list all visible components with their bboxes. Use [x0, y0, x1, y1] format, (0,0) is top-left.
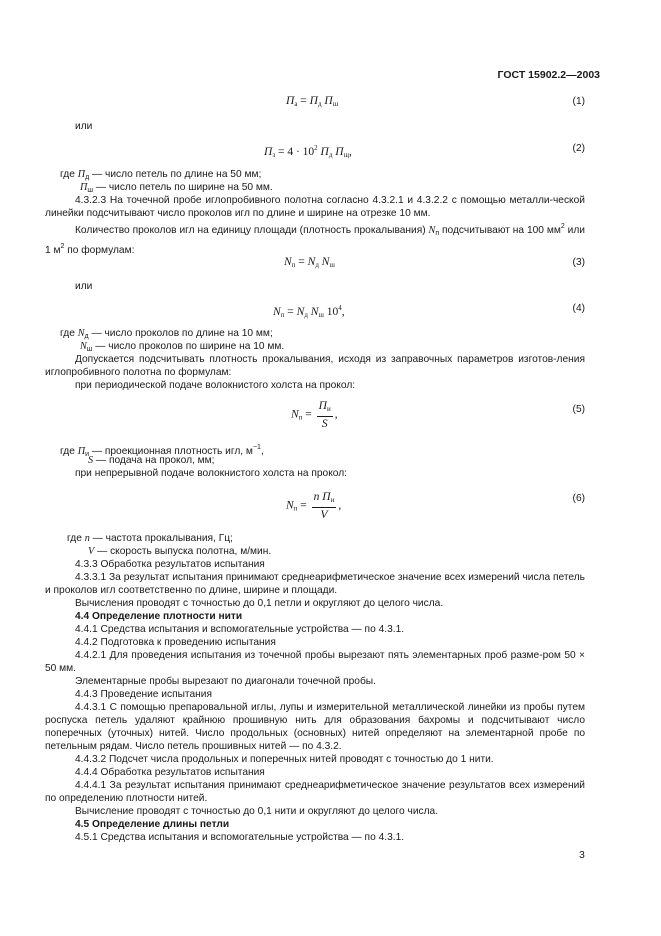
formula-2-tail: , — [348, 146, 352, 158]
paragraph-needle-count — [45, 220, 585, 257]
paragraph: 4.5.1 Средства испытания и вспомогательные устройства — по 4.3.1. — [75, 832, 405, 843]
paragraph: 4.4.3 Проведение испытания — [75, 689, 212, 700]
paragraph: 4.4.1 Средства испытания и вспомогательные устройства — по 4.3.1. — [75, 624, 405, 635]
paragraph: Вычисления проводят с точностью до 0,1 петли и округляют до целого числа. — [75, 598, 444, 609]
text-block-3 — [45, 467, 585, 480]
where-4-var-2: V — [88, 546, 95, 557]
paragraph-needle-count-b: подсчитывают на 100 мм — [439, 225, 561, 236]
paragraph: 4.3.3 Обработка результатов испытания — [75, 559, 265, 570]
formula-6-eq: = — [300, 499, 307, 512]
formula-5-lhs: N — [291, 408, 299, 421]
where-4-var-1: n — [84, 533, 90, 544]
paragraph: 4.4.4.1 За результат испытания принимают среднеарифметическое значение результатов всех измерений по определению плотности нитей. — [45, 780, 585, 804]
body-text — [45, 558, 585, 844]
formula-2-b: П — [335, 146, 344, 158]
where-4-line-1 — [67, 532, 233, 545]
formula-2 — [45, 142, 585, 162]
where-2-prefix: где — [60, 328, 75, 339]
formula-1-lhs: П — [286, 95, 295, 107]
formula-4-b-sub: ш — [318, 311, 324, 319]
paragraph-needle-count-sup-1: 2 — [560, 223, 565, 230]
paragraph: 4.3.3.1 За результат испытания принимают среднеарифметическое значение всех измерений числа петель и проколов игл соответственно по длине, ширине и площади. — [45, 572, 585, 596]
paragraph: Вычисление проводят с точностью до 0,1 нити и округляют до целого числа. — [75, 806, 439, 817]
formula-6-num-sub: и — [330, 496, 335, 504]
or-connector-2: или — [75, 281, 93, 292]
formula-1-b: П — [324, 95, 333, 107]
formula-5-num-var: П — [318, 400, 327, 412]
where-3-text-1-end: , — [260, 446, 264, 457]
paragraph: Элементарные пробы вырезают по диагонали точечной пробы. — [75, 676, 376, 687]
formula-6-den: V — [320, 509, 328, 521]
formula-2-lhs-sub: з — [272, 151, 276, 159]
paragraph: 4.4.2 Подготовка к проведению испытания — [75, 637, 276, 648]
formula-3-b: N — [321, 256, 330, 268]
formula-3-lhs-sub: п — [291, 261, 296, 269]
where-3-var-2: S — [88, 455, 94, 466]
formula-4-lhs-sub: п — [280, 311, 285, 319]
formula-2-a-sub: д — [328, 151, 333, 159]
document-code: ГОСТ 15902.2—2003 — [497, 69, 600, 81]
formula-1-a: П — [309, 95, 318, 107]
formula-6-num-var: П — [322, 491, 331, 503]
where-2-var-2: N — [80, 341, 87, 352]
formula-3-number: (3) — [572, 257, 585, 268]
where-1-var-2-sub: ш — [87, 187, 93, 194]
paragraph-periodic-feed: при периодической подаче волокнистого холста на прокол: — [75, 380, 356, 391]
paragraph: 4.4.3.2 Подсчет числа продольных и поперечных нитей проводят с точностью до 1 нити. — [75, 754, 494, 765]
formula-2-eq: = 4 · 10 — [277, 146, 315, 158]
formula-2-b-sub: щ — [343, 151, 349, 159]
paragraph-needle-count-a: Количество проколов игл на единицу площади (плотность прокалывания) — [75, 225, 429, 236]
formula-1 — [45, 95, 585, 115]
where-3-text-1-sup: −1 — [252, 444, 261, 451]
formula-6-lhs-sub: п — [293, 504, 298, 513]
formula-3 — [45, 256, 585, 276]
formula-6-lhs: N — [286, 499, 294, 512]
paragraph-4-3-2-3: 4.3.2.3 На точечной пробе иглопробивного полотна согласно 4.3.2.1 и 4.3.2.2 с помощью металли-ческой линейки подсчитывают число проколов игл по длине и ширине на отрезке 10 мм. — [45, 195, 585, 219]
where-2-var-1: N — [77, 328, 85, 339]
where-3-text-2: — подача на прокол, мм; — [93, 455, 215, 466]
formula-2-pow: 2 — [314, 144, 318, 152]
formula-5 — [45, 400, 585, 432]
where-4-prefix: где — [67, 533, 82, 544]
formula-1-eq: = — [300, 95, 307, 107]
paragraph-needle-count-sup-2: 2 — [60, 243, 65, 250]
where-1-var-1-sub: д — [85, 174, 90, 181]
formula-2-lhs: П — [264, 146, 273, 158]
where-3-text-1: — проекционная плотность игл, м — [89, 446, 253, 457]
where-1-prefix: где — [60, 169, 75, 180]
formula-1-a-sub: д — [317, 100, 322, 108]
formula-1-number: (1) — [572, 96, 585, 107]
formula-5-fraction — [317, 400, 333, 430]
formula-1-lhs-sub: а — [294, 100, 298, 108]
section-heading: 4.4 Определение плотности нити — [75, 611, 243, 622]
formula-6-fraction — [312, 491, 337, 521]
where-4-text-1: — частота прокалывания, Гц; — [89, 533, 233, 544]
paragraph-needle-count-d: по формулам: — [64, 245, 135, 256]
formula-6-number: (6) — [572, 493, 585, 504]
formula-6-tail: , — [338, 499, 342, 512]
text-block-2 — [45, 353, 585, 392]
formula-4 — [45, 302, 585, 322]
formula-6-num-a: n — [313, 491, 320, 503]
where-1-text-1: — число петель по длине на 50 мм; — [89, 169, 262, 180]
formula-5-eq: = — [305, 408, 312, 421]
where-3-var-1-sub: и — [85, 451, 89, 458]
formula-5-num-sub: и — [326, 405, 331, 413]
formula-3-eq: = — [298, 256, 305, 268]
where-3-prefix: где — [60, 446, 75, 457]
formula-4-number: (4) — [572, 303, 585, 314]
where-2-text-2: — число проколов по ширине на 10 мм. — [92, 341, 285, 352]
formula-4-lhs: N — [273, 306, 281, 318]
paragraph-needle-count-var: N — [428, 225, 436, 236]
where-4-line-2 — [88, 545, 271, 558]
section-heading: 4.5 Определение длины петли — [75, 819, 230, 830]
where-1-var-1: П — [77, 169, 86, 180]
formula-5-tail: , — [334, 408, 338, 421]
formula-6 — [45, 491, 585, 523]
formula-3-a: N — [307, 256, 316, 268]
paragraph-continuous-feed: при непрерывной подаче волокнистого холста на прокол: — [75, 468, 348, 479]
text-block-1 — [45, 194, 585, 257]
formula-2-number: (2) — [572, 143, 585, 154]
paragraph: 4.4.3.1 С помощью препаровальной иглы, лупы и измерительной металлической линейки из пробы путем роспуска петель удаляют крайнюю прошивную нить для образования бахромы и подсчитывают число поперечных (уточных) нитей. Число продольных (основных) нитей определяют на элементарной пробе по петельным рядам. Число петель прошивных нитей — по 4.3.2. — [45, 702, 585, 752]
paragraph-allowed-calc: Допускается подсчитывать плотность прокалывания, исходя из заправочных параметров изготов-ления иглопробивного полотна по формулам: — [45, 354, 585, 378]
formula-2-a: П — [320, 146, 329, 158]
formula-4-mult: 10 — [326, 306, 339, 318]
paragraph-needle-count-c: или 1 м — [45, 225, 585, 256]
formula-4-a-sub: д — [304, 311, 308, 319]
formula-4-pow: 4 — [338, 304, 342, 312]
formula-5-lhs-sub: п — [298, 413, 303, 422]
formula-3-lhs: N — [284, 256, 292, 268]
formula-3-a-sub: д — [315, 261, 319, 269]
where-1-text-2: — число петель по ширине на 50 мм. — [92, 182, 273, 193]
where-1-var-2: П — [80, 182, 88, 193]
formula-5-den: S — [321, 418, 328, 430]
formula-4-eq: = — [287, 306, 294, 318]
paragraph: 4.4.4 Обработка результатов испытания — [75, 767, 265, 778]
formula-3-b-sub: ш — [329, 261, 335, 269]
where-4-text-2: — скорость выпуска полотна, м/мин. — [94, 546, 272, 557]
formula-5-number: (5) — [572, 404, 585, 415]
where-3-line-2 — [88, 454, 215, 467]
where-2-var-2-sub: ш — [86, 346, 93, 353]
formula-4-a: N — [296, 306, 305, 318]
where-3-var-1: П — [77, 446, 86, 457]
where-2-var-1-sub: д — [84, 333, 89, 340]
page-number: 3 — [579, 849, 585, 861]
or-connector-1: или — [75, 121, 93, 132]
paragraph-needle-count-var-sub: п — [435, 230, 440, 237]
formula-1-b-sub: ш — [332, 100, 339, 108]
where-2-text-1: — число проколов по длине на 10 мм; — [88, 328, 273, 339]
formula-4-tail: , — [341, 306, 345, 318]
paragraph: 4.4.2.1 Для проведения испытания из точечной пробы вырезают пять элементарных проб разме-ром 50 × 50 мм. — [45, 650, 585, 674]
formula-4-b: N — [310, 306, 319, 318]
